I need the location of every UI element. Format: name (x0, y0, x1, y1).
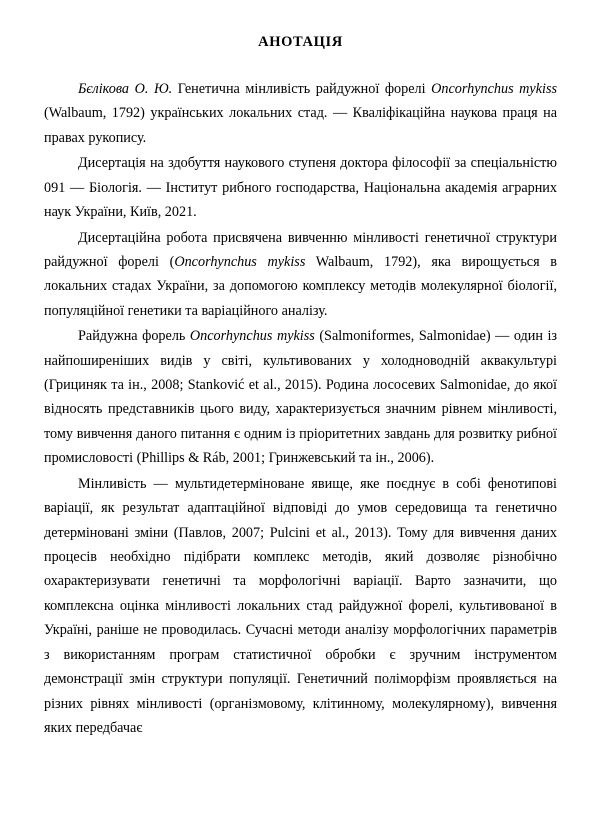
text-run: (Walbaum, 1792) українських локальних стад. — Кваліфікаційна наукова праця на правах рукопису. (44, 105, 557, 146)
text-run: Дисертація на здобуття наукового ступеня доктора філософії за спеціальністю 091 — Біологія. — Інститут рибного господарства, Національна академія аграрних наук України, Київ, 2021. (44, 155, 557, 221)
paragraph-scope-line (44, 226, 557, 324)
page-title: АНОТАЦІЯ (258, 34, 343, 50)
text-run: Райдужна форель (78, 328, 190, 345)
text-run: Дисертаційна робота присвячена вивченню мінливості генетичної структури райдужної форелі ( (44, 229, 557, 270)
paragraph-author-work-line (44, 77, 557, 150)
paragraph-variability-discussion (44, 472, 557, 741)
text-run: Oncorhynchus mykiss (431, 81, 557, 97)
paragraph-species-overview (44, 324, 557, 471)
text-run: Oncorhynchus mykiss (174, 253, 306, 270)
text-run: Бєлікова О. Ю. (78, 81, 173, 97)
document-body (44, 77, 557, 740)
text-run: Walbaum, 1792), яка вирощується в локальних стадах України, за допомогою комплексу методів молекулярної біології, популяційної генетики та варіаційного аналізу. (44, 253, 558, 319)
paragraph-degree-line (44, 151, 557, 224)
text-run: Мінливість — мультидетермінованe явище, яке поєднує в собі фенотипові варіації, як результат адаптаційної відповіді до умов середовища та генетично детерміновані зміни (Павлов, 2007; Pulcini et al., 2013). Тому для вивчення даних процесів необхідно підібрати комплекс методів, який дозволяє різнобічно охарактеризувати генетичні та морфологічні варіації. Варто зазначити, що комплексна оцінка мінливості локальних стад райдужної форелі, культивованої в Україні, раніше не проводилась. Сучасні методи аналізу морфологічних параметрів з використанням програм статистичної обробки є зручним інструментом демонстрації змін структури популяції. Генетичний поліморфізм проявляється на різних рівнях мінливості (організмовому, клітинному, молекулярному), вивчення яких передбачає (44, 475, 557, 736)
text-run: (Salmoniformes, Salmonidae) — один із найпоширеніших видів у світі, культивованих у холодноводній аквакультурі (Грициняк та ін., 2008; Stanković et al., 2015). Родина лососевих Salmonidae, до якої відносять представників цього виду, характеризується значним рівнем мінливості, тому вивчення даного питання є одним із пріоритетних завдань для розвитку рибної промисловості (Phillips & Ráb, 2001; Гринжевський та ін., 2006). (44, 328, 557, 467)
text-run: Oncorhynchus mykiss (189, 328, 315, 345)
text-run: Генетична мінливість райдужної форелі (172, 81, 432, 97)
